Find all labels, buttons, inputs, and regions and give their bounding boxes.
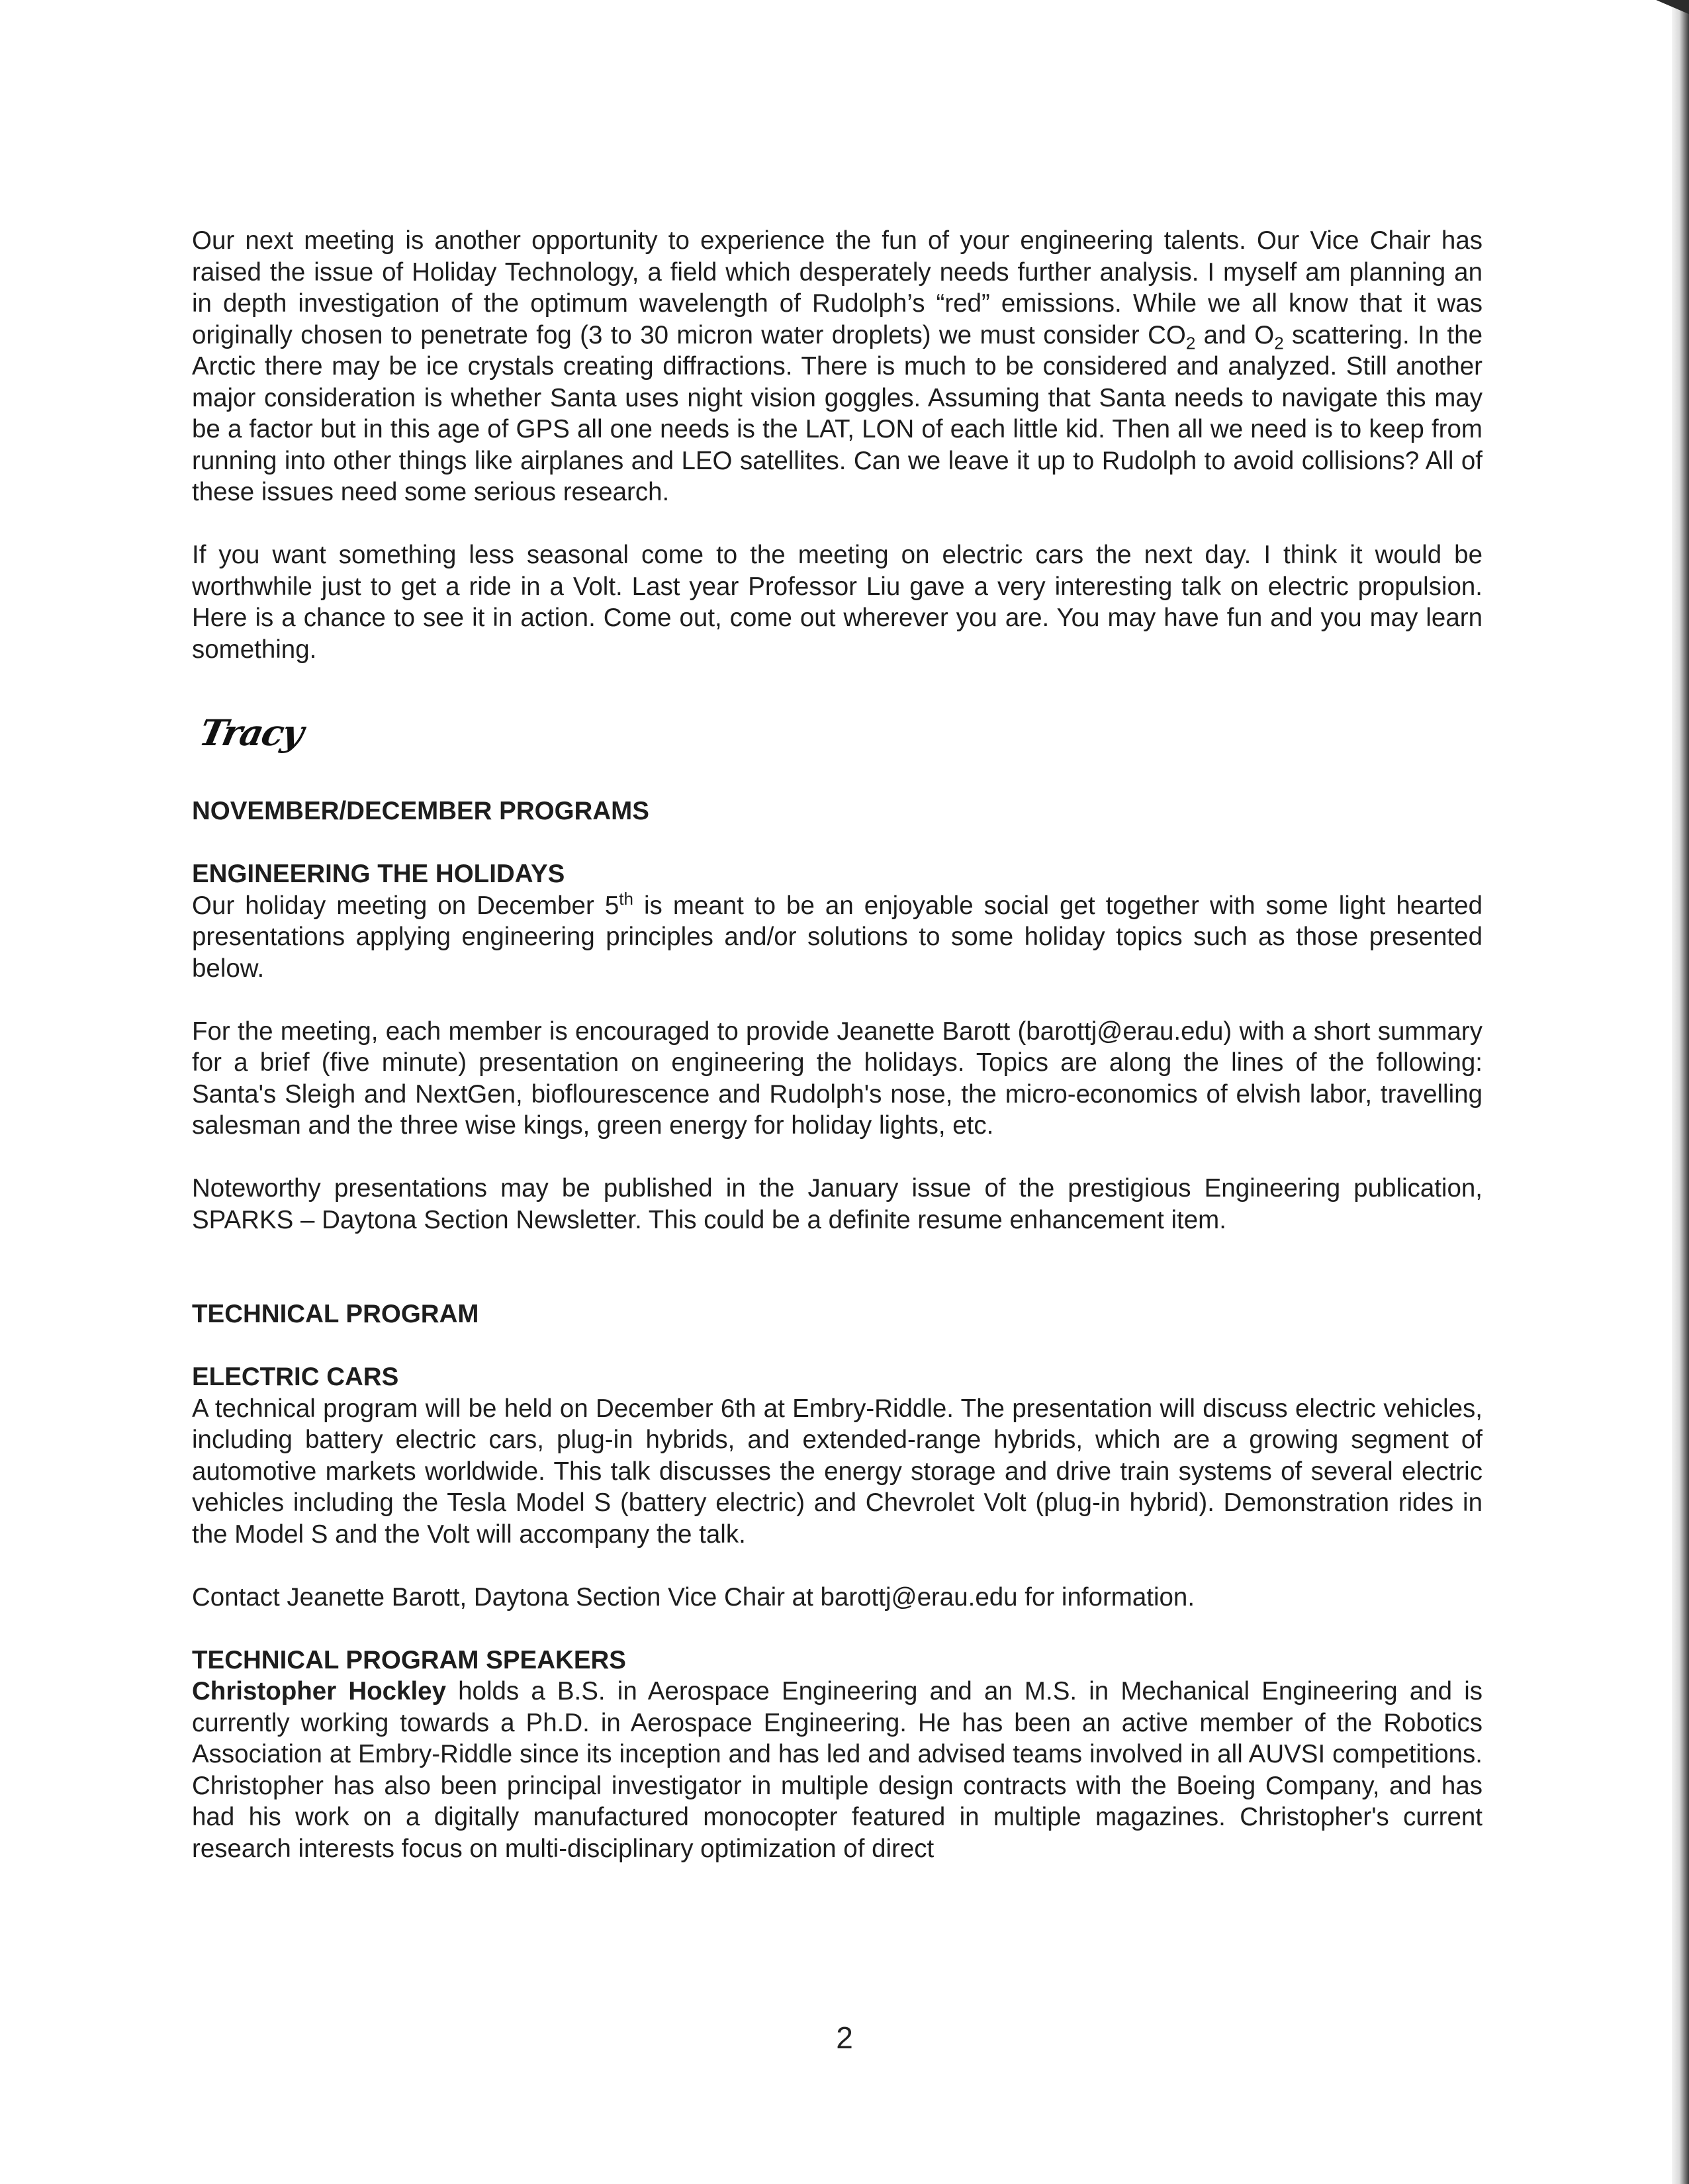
speakers-heading: TECHNICAL PROGRAM SPEAKERS [192, 1645, 626, 1674]
page-number: 2 [836, 2021, 853, 2055]
holidays-paragraph-1: Our holiday meeting on December 5th is meant to be an enjoyable social get together with some light hearted presentations applying engineering principles and/or solutions to some holiday topics such as those presented below. [192, 888, 1483, 983]
holidays-paragraph-2: For the meeting, each member is encouraged to provide Jeanette Barott (barottj@erau.edu) with a short summary for a brief (five minute) presentation on engineering the holidays. Topics are along the lines of the following: Santa's Sleigh and NextGen, bioflourescence and Rudolph's nose, the micro-economics of elvish labor, travelling salesman and the three wise kings, green energy for holiday lights, etc. [192, 1017, 1483, 1140]
electric-cars-paragraph: A technical program will be held on December 6th at Embry-Riddle. The presentation will discuss electric vehicles, including battery electric cars, plug-in hybrids, and extended-range hybrids, which are a growing segment of automotive markets worldwide. This talk discusses the energy storage and drive train systems of several electric vehicles including the Tesla Model S (battery electric) and Chevrolet Volt (plug-in hybrid). Demonstration rides in the Model S and the Volt will accompany the talk. [192, 1394, 1483, 1549]
intro-paragraph-1: Our next meeting is another opportunity to experience the fun of your engineering talents. Our Vice Chair has raised the issue of Holiday Technology, a field which desperately needs further analysis. I myself am planning an in depth investigation of the optimum wavelength of Rudolph’s “red” emissions. While we all know that it was originally chosen to penetrate fog (3 to 30 micron water droplets) we must consider $CO_2$ and $O_2$ scattering. In the Arctic there may be ice crystals creating diffractions. There is much to be considered and analyzed. Still another major consideration is whether Santa uses night vision goggles. Assuming that Santa needs to navigate this may be a factor but in this age of GPS all one needs is the LAT, LON of each little kid. Then all we need is to keep from running into other things like airplanes and LEO satellites. Can we leave it up to Rudolph to avoid collisions? All of these issues need some serious research. [192, 226, 1483, 506]
electric-cars-heading: ELECTRIC CARS [192, 1363, 399, 1391]
signature: Tracy [195, 711, 307, 754]
contact-line: Contact Jeanette Barott, Daytona Section Vice Chair at barottj@erau.edu for information. [192, 1582, 1195, 1612]
intro-paragraph-2: If you want something less seasonal come to the meeting on electric cars the next day. I think it would be worthwhile just to get a ride in a Volt. Last year Professor Liu gave a very interesting talk on electric propulsion. Here is a chance to see it in action. Come out, come out wherever you are. You may have fun and you may learn something. [192, 541, 1483, 664]
scan-corner-shadow [1643, 0, 1689, 20]
technical-program-heading: TECHNICAL PROGRAM [192, 1300, 479, 1328]
holidays-paragraph-3: Noteworthy presentations may be published in the January issue of the prestigious Engineering publication, SPARKS – Daytona Section Newsletter. This could be a definite resume enhancement item. [192, 1174, 1483, 1234]
newsletter-page-body [192, 225, 1483, 1864]
programs-heading: NOVEMBER/DECEMBER PROGRAMS [192, 797, 649, 825]
speaker-bio: Christopher Hockley holds a B.S. in Aerospace Engineering and an M.S. in Mechanical Engineering and is currently working towards a Ph.D. in Aerospace Engineering. He has been an active member of the Robotics Association at Embry-Riddle since its inception and has led and advised teams involved in all AUVSI competitions. Christopher has also been principal investigator in multiple design contracts with the Boeing Company, and has had his work on a digitally manufactured monocopter featured in multiple magazines. Christopher's current research interests focus on multi-disciplinary optimization of direct [192, 1677, 1483, 1863]
holidays-heading: ENGINEERING THE HOLIDAYS [192, 860, 565, 888]
scan-edge-shadow [1672, 0, 1689, 2184]
speaker-name: Christopher Hockley [192, 1677, 446, 1706]
